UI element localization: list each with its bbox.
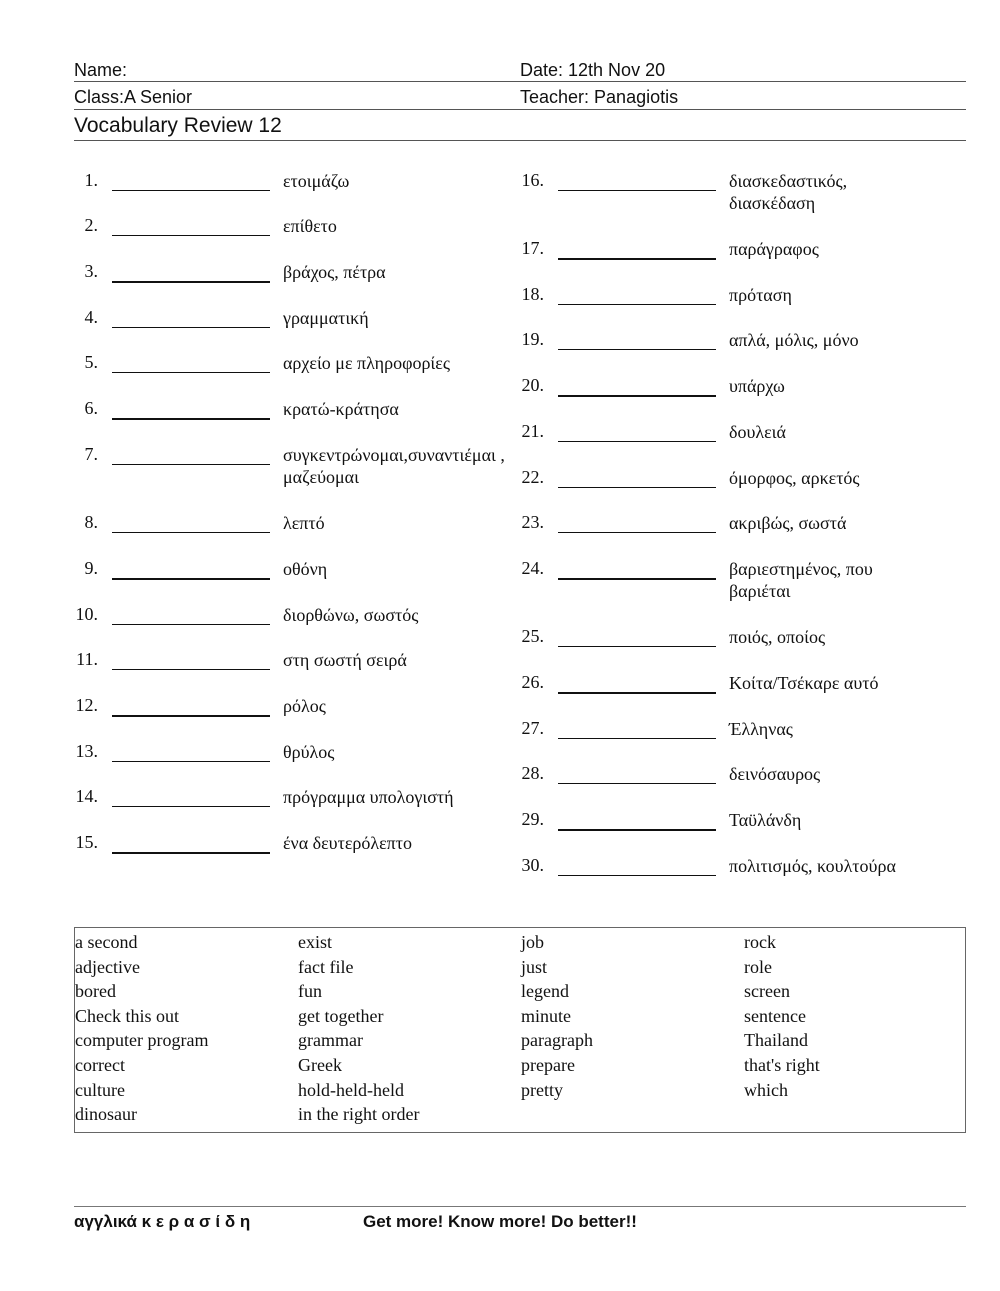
word-bank-item: sentence (744, 1005, 806, 1026)
word-bank-item: Check this out (75, 1005, 179, 1026)
answer-blank[interactable] (112, 532, 270, 533)
word-bank-item: adjective (75, 956, 140, 977)
item-number: 23. (521, 512, 544, 532)
item-number: 17. (521, 238, 544, 258)
item-number: 22. (521, 467, 544, 487)
item-number: 26. (521, 672, 544, 692)
greek-clue: ποιός, οποίος (729, 627, 826, 647)
greek-clue: δεινόσαυρος (729, 764, 821, 784)
answer-blank[interactable] (558, 578, 716, 580)
divider (74, 109, 966, 110)
word-bank-item: fun (298, 981, 322, 1002)
greek-clue: παράγραφος (729, 239, 819, 259)
word-bank-item: correct (75, 1054, 125, 1075)
word-bank-item: computer program (75, 1030, 209, 1051)
greek-clue: ρόλος (283, 696, 326, 716)
word-bank-item: prepare (521, 1054, 575, 1075)
greek-clue: αρχείο με πληροφορίες (283, 353, 450, 373)
word-bank-item: hold-held-held (298, 1079, 404, 1100)
answer-blank[interactable] (112, 281, 270, 283)
item-number: 14. (75, 786, 98, 806)
item-number: 19. (521, 329, 544, 349)
answer-blank[interactable] (112, 806, 270, 807)
greek-clue: στη σωστή σειρά (283, 650, 407, 670)
item-number: 2. (84, 215, 98, 235)
word-bank-item: get together (298, 1005, 384, 1026)
word-bank-item: fact file (298, 956, 354, 977)
word-bank (74, 927, 966, 1133)
word-bank-item: a second (75, 932, 138, 952)
answer-blank[interactable] (112, 761, 270, 762)
greek-clue: λεπτό (283, 513, 325, 533)
answer-blank[interactable] (558, 258, 716, 260)
name-label: Name: (74, 60, 128, 80)
word-bank-column (521, 930, 741, 1102)
answer-blank[interactable] (558, 875, 716, 876)
item-number: 30. (521, 855, 544, 875)
word-bank-item: grammar (298, 1030, 363, 1051)
word-bank-item: minute (521, 1005, 571, 1026)
greek-clue: Κοίτα/Τσέκαρε αυτό (729, 673, 879, 693)
word-bank-item: culture (75, 1079, 125, 1100)
answer-blank[interactable] (112, 464, 270, 465)
answer-blank[interactable] (112, 669, 270, 670)
word-bank-item: paragraph (521, 1030, 593, 1051)
answer-blank[interactable] (112, 190, 270, 191)
word-bank-column (298, 930, 518, 1127)
item-number: 24. (521, 558, 544, 578)
greek-clue: πολιτισμός, κουλτούρα (729, 856, 896, 876)
greek-clue: γραμματική (283, 308, 369, 328)
greek-clue: βράχος, πέτρα (283, 262, 386, 282)
word-bank-item: Thailand (744, 1030, 808, 1051)
greek-clue: υπάρχω (729, 376, 785, 396)
answer-blank[interactable] (558, 395, 716, 397)
answer-blank[interactable] (558, 692, 716, 694)
footer-divider (74, 1206, 966, 1207)
answer-blank[interactable] (112, 715, 270, 717)
word-bank-item: that's right (744, 1054, 820, 1075)
greek-clue: βαριεστημένος, που βαριέται (729, 559, 873, 601)
greek-clue: επίθετο (283, 216, 337, 236)
word-bank-item: pretty (521, 1079, 563, 1100)
greek-clue: διορθώνω, σωστός (283, 605, 419, 625)
word-bank-column (744, 930, 964, 1102)
item-number: 27. (521, 718, 544, 738)
greek-clue: οθόνη (283, 559, 328, 579)
answer-blank[interactable] (112, 327, 270, 328)
item-number: 18. (521, 284, 544, 304)
greek-clue: ακριβώς, σωστά (729, 513, 847, 533)
divider (74, 140, 966, 141)
item-number: 9. (84, 558, 98, 578)
answer-blank[interactable] (112, 418, 270, 420)
item-number: 11. (76, 649, 98, 669)
answer-blank[interactable] (112, 372, 270, 373)
item-number: 21. (521, 421, 544, 441)
answer-blank[interactable] (558, 646, 716, 647)
teacher-label: Teacher: Panagiotis (520, 87, 679, 107)
item-number: 15. (75, 832, 98, 852)
word-bank-column (75, 930, 295, 1127)
item-number: 10. (75, 604, 98, 624)
item-number: 13. (75, 741, 98, 761)
answer-blank[interactable] (558, 304, 716, 305)
page-title: Vocabulary Review 12 (74, 114, 282, 137)
answer-blank[interactable] (558, 532, 716, 533)
word-bank-item: just (521, 956, 548, 977)
word-bank-item: which (744, 1079, 788, 1100)
divider (74, 81, 966, 82)
word-bank-item: job (521, 932, 545, 952)
answer-blank[interactable] (558, 738, 716, 739)
item-number: 1. (84, 170, 98, 190)
word-bank-item: exist (298, 932, 332, 952)
item-number: 25. (521, 626, 544, 646)
word-bank-item: bored (75, 981, 116, 1002)
date-label: Date: 12th Nov 20 (520, 60, 666, 80)
class-label: Class:A Senior (74, 87, 193, 107)
footer-brand: αγγλικά κ ε ρ α σ ί δ η (74, 1212, 251, 1231)
answer-blank[interactable] (112, 852, 270, 854)
answer-blank[interactable] (558, 349, 716, 350)
item-number: 20. (521, 375, 544, 395)
answer-blank[interactable] (558, 190, 716, 191)
item-number: 12. (75, 695, 98, 715)
word-bank-item: dinosaur (75, 1104, 137, 1125)
word-bank-item: role (744, 956, 772, 977)
item-number: 7. (84, 444, 98, 464)
item-number: 16. (521, 170, 544, 190)
greek-clue: πρόγραμμα υπολογιστή (283, 787, 454, 807)
item-number: 4. (84, 307, 98, 327)
item-number: 3. (84, 261, 98, 281)
answer-blank[interactable] (558, 441, 716, 442)
item-number: 29. (521, 809, 544, 829)
greek-clue: πρόταση (729, 285, 792, 305)
greek-clue: ένα δευτερόλεπτο (283, 833, 412, 853)
answer-blank[interactable] (558, 829, 716, 831)
word-bank-item: rock (744, 932, 776, 952)
greek-clue: ετοιμάζω (283, 171, 350, 191)
greek-clue: διασκεδαστικός, διασκέδαση (729, 171, 848, 213)
greek-clue: συγκεντρώνομαι,συναντιέμαι , μαζεύομαι (283, 445, 505, 487)
item-number: 5. (84, 352, 98, 372)
word-bank-item: legend (521, 981, 569, 1002)
greek-clue: Έλληνας (729, 719, 793, 739)
greek-clue: όμορφος, αρκετός (729, 468, 860, 488)
answer-blank[interactable] (558, 487, 716, 488)
item-number: 8. (84, 512, 98, 532)
greek-clue: κρατώ-κράτησα (283, 399, 399, 419)
word-bank-item: screen (744, 981, 790, 1002)
greek-clue: απλά, μόλις, μόνο (729, 330, 859, 350)
answer-blank[interactable] (112, 624, 270, 625)
footer-slogan: Get more! Know more! Do better!! (363, 1212, 637, 1231)
answer-blank[interactable] (558, 783, 716, 784)
item-number: 28. (521, 763, 544, 783)
greek-clue: θρύλος (283, 742, 335, 762)
answer-blank[interactable] (112, 235, 270, 236)
greek-clue: Ταϋλάνδη (729, 810, 802, 830)
item-number: 6. (84, 398, 98, 418)
word-bank-item: Greek (298, 1054, 342, 1075)
word-bank-item: in the right order (298, 1104, 420, 1125)
answer-blank[interactable] (112, 578, 270, 580)
greek-clue: δουλειά (729, 422, 786, 442)
